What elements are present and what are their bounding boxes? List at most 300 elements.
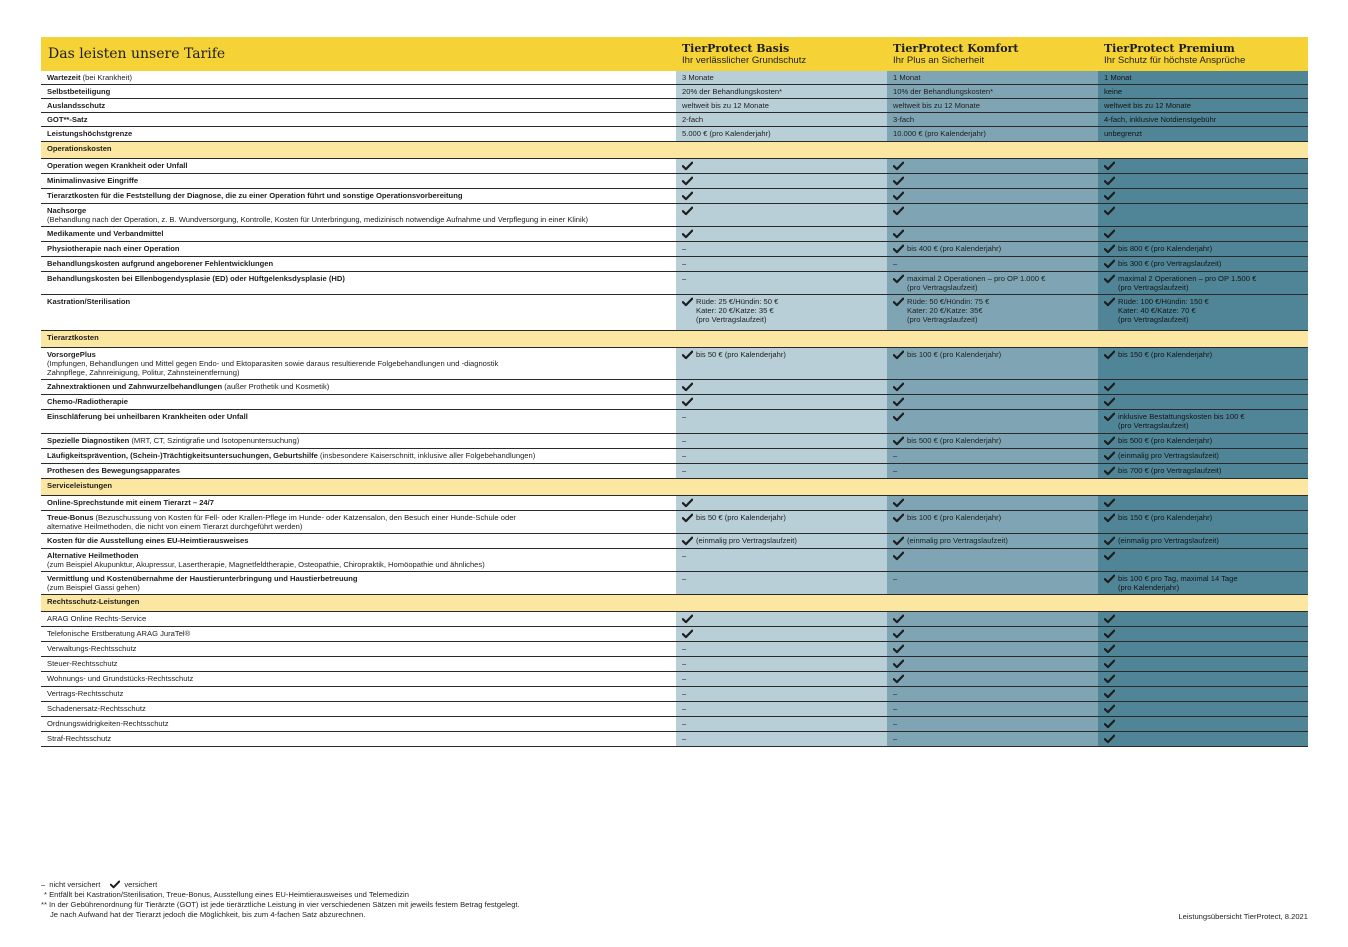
row-label-bold: Operation wegen Krankheit oder Unfall xyxy=(47,160,188,170)
check-icon xyxy=(1104,297,1115,307)
cell-basis xyxy=(676,127,887,141)
cell-komfort xyxy=(887,127,1098,141)
check-icon xyxy=(893,536,904,546)
row-label-bold: Wartezeit xyxy=(47,73,81,82)
table-row xyxy=(41,732,1308,747)
check-icon xyxy=(1104,689,1115,699)
cell-komfort xyxy=(887,271,1098,294)
cell-basis xyxy=(676,395,887,410)
row-label xyxy=(41,173,676,188)
dash-symbol: – xyxy=(682,689,687,699)
table-row xyxy=(41,410,1308,433)
dash-symbol: – xyxy=(682,550,687,560)
row-label xyxy=(41,510,676,533)
cell-value: weltweit bis zu 12 Monate xyxy=(893,101,980,111)
check-icon xyxy=(893,644,904,654)
legend xyxy=(41,880,941,919)
cell-basis xyxy=(676,571,887,594)
check-icon xyxy=(1104,513,1115,523)
cell-komfort xyxy=(887,463,1098,478)
table-row xyxy=(41,241,1308,256)
cell-value: bis 500 € (pro Kalenderjahr) xyxy=(1118,435,1213,445)
cell-basis xyxy=(676,271,887,294)
row-label xyxy=(41,127,676,141)
table-body xyxy=(41,71,1308,747)
dash-symbol: – xyxy=(682,450,687,460)
check-icon xyxy=(893,161,904,171)
cell-basis xyxy=(676,380,887,395)
cell-value: weltweit bis zu 12 Monate xyxy=(1104,101,1191,111)
row-label-text: Straf-Rechtsschutz xyxy=(47,734,112,744)
dash-symbol: – xyxy=(682,573,687,583)
check-icon xyxy=(1104,436,1115,446)
cell-value: 3-fach xyxy=(893,115,915,125)
dash-symbol: – xyxy=(682,674,687,684)
cell-value: 2-fach xyxy=(682,115,704,125)
dash-symbol: – xyxy=(682,644,687,654)
cell-premium xyxy=(1098,410,1308,433)
row-label-text: Telefonische Erstberatung ARAG JuraTel® xyxy=(47,629,191,639)
table-row xyxy=(41,495,1308,510)
row-label-bold: Alternative Heilmethoden xyxy=(47,550,139,560)
cell-value: bis 100 € pro Tag, maximal 14 Tage (pro Kalenderjahr) xyxy=(1118,573,1238,593)
row-label xyxy=(41,433,676,448)
cell-basis xyxy=(676,717,887,732)
cell-komfort xyxy=(887,294,1098,330)
cell-komfort xyxy=(887,395,1098,410)
row-label-detail: (außer Prothetik und Kosmetik) xyxy=(222,382,330,392)
cell-value: bis 150 € (pro Kalenderjahr) xyxy=(1118,512,1213,522)
dash-symbol: – xyxy=(893,465,898,475)
check-icon xyxy=(1104,412,1115,422)
table-row xyxy=(41,672,1308,687)
cell-basis xyxy=(676,533,887,548)
cell-komfort xyxy=(887,702,1098,717)
row-label xyxy=(41,294,676,330)
cell-premium xyxy=(1098,548,1308,571)
check-icon xyxy=(893,382,904,392)
cell-premium xyxy=(1098,85,1308,99)
tariff-name: TierProtect Premium xyxy=(1104,42,1235,55)
cell-premium xyxy=(1098,642,1308,657)
table-row xyxy=(41,99,1308,113)
table-row xyxy=(41,113,1308,127)
cell-komfort xyxy=(887,687,1098,702)
section-title: Rechtsschutz-Leistungen xyxy=(41,595,1308,612)
row-label xyxy=(41,241,676,256)
row-label xyxy=(41,256,676,271)
cell-komfort xyxy=(887,433,1098,448)
cell-basis xyxy=(676,612,887,627)
tariff-comparison-table xyxy=(41,37,1308,747)
check-icon xyxy=(893,436,904,446)
table-row xyxy=(41,642,1308,657)
row-label-bold: GOT**-Satz xyxy=(47,115,88,125)
cell-basis xyxy=(676,687,887,702)
cell-basis xyxy=(676,672,887,687)
tariff-name: TierProtect Komfort xyxy=(893,42,1019,55)
table-row xyxy=(41,173,1308,188)
check-icon xyxy=(682,397,693,407)
cell-basis xyxy=(676,85,887,99)
row-label-bold: Physiotherapie nach einer Operation xyxy=(47,243,180,253)
cell-komfort xyxy=(887,657,1098,672)
cell-premium xyxy=(1098,113,1308,127)
row-label xyxy=(41,226,676,241)
row-label-detail: (MRT, CT, Szintigrafie und Isotopenuntersuchung) xyxy=(129,435,300,445)
cell-value: 20% der Behandlungskosten* xyxy=(682,87,783,97)
table-row xyxy=(41,687,1308,702)
cell-premium xyxy=(1098,702,1308,717)
cell-premium xyxy=(1098,294,1308,330)
cell-value: inklusive Bestattungskosten bis 100 € (pro Vertragslaufzeit) xyxy=(1118,412,1245,431)
cell-komfort xyxy=(887,158,1098,173)
cell-basis xyxy=(676,627,887,642)
check-icon xyxy=(682,176,693,186)
table-row xyxy=(41,256,1308,271)
row-label-subtext: (Impfungen, Behandlungen und Mittel gegen Endo- und Ektoparasiten sowie daraus resultierende Folgebehandlungen und -diagnostik Zahnpflege, Zahnreinigung, Politur, Zahnsteinentfernung) xyxy=(47,359,499,378)
table-row xyxy=(41,85,1308,99)
row-label xyxy=(41,380,676,395)
row-label-bold: Einschläferung bei unheilbaren Krankheiten oder Unfall xyxy=(47,412,248,422)
cell-premium xyxy=(1098,99,1308,113)
row-label-bold: Behandlungskosten bei Ellenbogendysplasie (ED) oder Hüftgelenksdysplasie (HD) xyxy=(47,273,345,283)
cell-value: (einmalig pro Vertragslaufzeit) xyxy=(1118,450,1219,460)
row-label-bold: Kastration/Sterilisation xyxy=(47,296,131,306)
check-icon xyxy=(1104,498,1115,508)
check-icon xyxy=(1104,451,1115,461)
row-label xyxy=(41,548,676,571)
cell-value: bis 800 € (pro Kalenderjahr) xyxy=(1118,243,1213,253)
check-icon xyxy=(1104,704,1115,714)
row-label-bold: Auslandsschutz xyxy=(47,101,106,111)
cell-value: 1 Monat xyxy=(893,73,921,82)
cell-premium xyxy=(1098,158,1308,173)
dash-symbol: – xyxy=(682,659,687,669)
cell-premium xyxy=(1098,71,1308,85)
table-row xyxy=(41,380,1308,395)
footnote-3: Je nach Aufwand hat der Tierarzt jedoch die Möglichkeit, bis zum 4-fachen Satz abzurechnen. xyxy=(50,909,366,919)
cell-premium xyxy=(1098,533,1308,548)
check-icon xyxy=(893,176,904,186)
dash-symbol: – xyxy=(41,880,46,889)
cell-value: 1 Monat xyxy=(1104,73,1132,82)
row-label-subtext: (Behandlung nach der Operation, z. B. Wundversorgung, Kontrolle, Kosten für Unterbringung, medizinisch notwendige Aufnahme und Verpflegung in einer Klinik) xyxy=(47,214,589,224)
check-icon xyxy=(893,551,904,561)
cell-basis xyxy=(676,702,887,717)
cell-basis xyxy=(676,347,887,379)
footnote-1: * Entfällt bei Kastration/Sterilisation, Treue-Bonus, Ausstellung eines EU-Heimtierausweises und Telemedizin xyxy=(44,889,409,899)
check-icon xyxy=(893,659,904,669)
cell-basis xyxy=(676,71,887,85)
row-label xyxy=(41,642,676,657)
check-icon xyxy=(682,536,693,546)
cell-value: (einmalig pro Vertragslaufzeit) xyxy=(696,535,797,545)
check-icon xyxy=(1104,176,1115,186)
cell-basis xyxy=(676,642,887,657)
row-label xyxy=(41,410,676,433)
row-label-detail: (bei Krankheit) xyxy=(80,73,132,82)
check-icon xyxy=(893,274,904,284)
cell-premium xyxy=(1098,203,1308,226)
cell-value: Rüde: 100 €/Hündin: 150 € Kater: 40 €/Katze: 70 € (pro Vertragslaufzeit) xyxy=(1118,296,1209,325)
cell-komfort xyxy=(887,627,1098,642)
dash-symbol: – xyxy=(682,273,687,283)
legend-not-insured: nicht versichert xyxy=(49,880,101,889)
check-icon xyxy=(1104,206,1115,216)
row-label xyxy=(41,612,676,627)
check-icon xyxy=(893,629,904,639)
table-row xyxy=(41,612,1308,627)
check-icon xyxy=(1104,274,1115,284)
cell-komfort xyxy=(887,533,1098,548)
cell-value: weltweit bis zu 12 Monate xyxy=(682,101,769,111)
table-row xyxy=(41,571,1308,594)
cell-komfort xyxy=(887,203,1098,226)
check-icon xyxy=(682,297,693,307)
cell-value: bis 400 € (pro Kalenderjahr) xyxy=(907,243,1002,253)
check-icon xyxy=(682,161,693,171)
check-icon xyxy=(1104,551,1115,561)
row-label xyxy=(41,85,676,99)
cell-basis xyxy=(676,495,887,510)
cell-value: unbegrenzt xyxy=(1104,129,1142,139)
row-label-bold: Online-Sprechstunde mit einem Tierarzt – 24/7 xyxy=(47,497,214,507)
cell-komfort xyxy=(887,241,1098,256)
check-icon xyxy=(893,674,904,684)
cell-premium xyxy=(1098,657,1308,672)
cell-value: bis 100 € (pro Kalenderjahr) xyxy=(907,349,1002,359)
row-label-subtext: (zum Beispiel Akupunktur, Akupressur, Lasertherapie, Magnetfeldtherapie, Osteopathie, Chiropraktik, Homöopathie und ähnliches) xyxy=(47,559,485,569)
check-icon xyxy=(1104,644,1115,654)
dash-symbol: – xyxy=(893,689,898,699)
cell-premium xyxy=(1098,717,1308,732)
table-row xyxy=(41,433,1308,448)
cell-komfort xyxy=(887,71,1098,85)
cell-komfort xyxy=(887,256,1098,271)
row-label-bold: Selbstbeteiligung xyxy=(47,87,111,97)
section-header-row xyxy=(41,330,1308,347)
table-row xyxy=(41,510,1308,533)
cell-value: (einmalig pro Vertragslaufzeit) xyxy=(1118,535,1219,545)
table-row xyxy=(41,548,1308,571)
cell-basis xyxy=(676,433,887,448)
cell-basis xyxy=(676,99,887,113)
row-label xyxy=(41,463,676,478)
legend-symbols xyxy=(41,880,941,890)
table-row xyxy=(41,158,1308,173)
footnote-2: ** In der Gebührenordnung für Tierärzte (GOT) ist jede tierärztliche Leistung in vier verschiedenen Sätzen mit jeweils festem Betrag festgelegt. xyxy=(41,899,520,909)
cell-komfort xyxy=(887,548,1098,571)
cell-komfort xyxy=(887,510,1098,533)
check-icon xyxy=(682,229,693,239)
section-header-row xyxy=(41,595,1308,612)
dash-symbol: – xyxy=(682,704,687,714)
row-label-bold: Behandlungskosten aufgrund angeborener Fehlentwicklungen xyxy=(47,258,274,268)
row-label xyxy=(41,687,676,702)
cell-basis xyxy=(676,448,887,463)
page-title: Das leisten unsere Tarife xyxy=(41,37,676,71)
check-icon xyxy=(893,206,904,216)
cell-komfort xyxy=(887,347,1098,379)
cell-komfort xyxy=(887,642,1098,657)
dash-symbol: – xyxy=(682,719,687,729)
cell-value: 10% der Behandlungskosten* xyxy=(893,87,994,97)
cell-value: bis 150 € (pro Kalenderjahr) xyxy=(1118,349,1213,359)
cell-basis xyxy=(676,188,887,203)
cell-premium xyxy=(1098,463,1308,478)
cell-basis xyxy=(676,294,887,330)
cell-premium xyxy=(1098,127,1308,141)
cell-komfort xyxy=(887,448,1098,463)
cell-premium xyxy=(1098,571,1308,594)
check-icon xyxy=(1104,191,1115,201)
row-label xyxy=(41,495,676,510)
cell-premium xyxy=(1098,627,1308,642)
row-label-bold: Kosten für die Ausstellung eines EU-Heimtierausweises xyxy=(47,535,249,545)
row-label xyxy=(41,395,676,410)
row-label-text: Ordnungswidrigkeiten-Rechtsschutz xyxy=(47,719,169,729)
row-label-bold: Chemo-/Radiotherapie xyxy=(47,397,129,407)
cell-basis xyxy=(676,226,887,241)
dash-symbol: – xyxy=(682,258,687,268)
cell-premium xyxy=(1098,732,1308,747)
row-label-bold: VorsorgePlus xyxy=(47,349,96,359)
row-label-text: Verwaltungs-Rechtsschutz xyxy=(47,644,137,654)
row-label xyxy=(41,627,676,642)
check-icon xyxy=(1104,719,1115,729)
check-icon xyxy=(682,498,693,508)
cell-premium xyxy=(1098,672,1308,687)
cell-komfort xyxy=(887,188,1098,203)
cell-basis xyxy=(676,256,887,271)
check-icon xyxy=(1104,466,1115,476)
row-label-text: Schadenersatz-Rechtsschutz xyxy=(47,704,146,714)
table-row xyxy=(41,347,1308,379)
row-label-bold: Leistungshöchstgrenze xyxy=(47,129,133,139)
row-label xyxy=(41,271,676,294)
cell-komfort xyxy=(887,495,1098,510)
cell-basis xyxy=(676,548,887,571)
check-icon xyxy=(1104,659,1115,669)
row-label-bold: Minimalinvasive Eingriffe xyxy=(47,175,139,185)
cell-premium xyxy=(1098,433,1308,448)
check-icon xyxy=(682,629,693,639)
table-header-row xyxy=(41,37,1308,71)
cell-basis xyxy=(676,510,887,533)
row-label-text: ARAG Online Rechts-Service xyxy=(47,614,147,624)
cell-value: bis 300 € (pro Vertragslaufzeit) xyxy=(1118,258,1222,268)
tariff-subtitle: Ihr verlässlicher Grundschutz xyxy=(682,55,807,67)
tariff-table-wrapper xyxy=(41,37,1308,747)
row-label-bold: Läufigkeitsprävention, (Schein-)Trächtigkeitsuntersuchungen, Geburtshilfe xyxy=(47,450,318,460)
check-icon xyxy=(1104,734,1115,744)
cell-value: Rüde: 50 €/Hündin: 75 € Kater: 20 €/Katze: 35€ (pro Vertragslaufzeit) xyxy=(907,296,990,325)
check-icon xyxy=(893,191,904,201)
cell-value: 10.000 € (pro Kalenderjahr) xyxy=(893,129,986,139)
row-label-bold: Treue-Bonus xyxy=(47,512,94,522)
row-label xyxy=(41,188,676,203)
cell-premium xyxy=(1098,687,1308,702)
table-row xyxy=(41,395,1308,410)
table-row xyxy=(41,71,1308,85)
check-icon xyxy=(893,229,904,239)
cell-basis xyxy=(676,173,887,188)
dash-symbol: – xyxy=(893,704,898,714)
dash-symbol: – xyxy=(682,243,687,253)
row-label-detail: (Bezuschussung von Kosten für Fell- oder Krallen-Pflege im Hunde- oder Katzensalon, den Besuch einer Hunde-Schule oder alternative Heilmethoden, die nicht von einem Tierarzt durchgeführt werden) xyxy=(47,512,516,531)
cell-premium xyxy=(1098,188,1308,203)
tariff-header-premium xyxy=(1098,37,1308,71)
dash-symbol: – xyxy=(682,734,687,744)
check-icon xyxy=(1104,536,1115,546)
row-label xyxy=(41,571,676,594)
row-label xyxy=(41,71,676,85)
legend-insured: versichert xyxy=(124,880,158,889)
check-icon xyxy=(682,614,693,624)
cell-value: (einmalig pro Vertragslaufzeit) xyxy=(907,535,1008,545)
row-label xyxy=(41,657,676,672)
dash-symbol: – xyxy=(893,734,898,744)
cell-premium xyxy=(1098,173,1308,188)
check-icon xyxy=(1104,397,1115,407)
cell-komfort xyxy=(887,732,1098,747)
check-icon xyxy=(1104,229,1115,239)
row-label xyxy=(41,347,676,379)
check-icon xyxy=(893,297,904,307)
tariff-header-basis xyxy=(676,37,887,71)
cell-value: bis 700 € (pro Vertragslaufzeit) xyxy=(1118,465,1222,475)
check-icon xyxy=(682,191,693,201)
cell-komfort xyxy=(887,113,1098,127)
row-label-detail: (insbesondere Kaiserschnitt, inklusive aller Folgebehandlungen) xyxy=(317,450,536,460)
cell-komfort xyxy=(887,410,1098,433)
table-row xyxy=(41,226,1308,241)
section-header-row xyxy=(41,141,1308,158)
cell-premium xyxy=(1098,226,1308,241)
table-row xyxy=(41,627,1308,642)
check-icon xyxy=(682,382,693,392)
check-icon xyxy=(1104,350,1115,360)
cell-value: maximal 2 Operationen – pro OP 1.000 € (pro Vertragslaufzeit) xyxy=(907,273,1046,292)
check-icon xyxy=(893,498,904,508)
table-row xyxy=(41,702,1308,717)
row-label xyxy=(41,702,676,717)
dash-symbol: – xyxy=(682,465,687,475)
table-row xyxy=(41,271,1308,294)
row-label-bold: Spezielle Diagnostiken xyxy=(47,435,130,445)
cell-premium xyxy=(1098,448,1308,463)
section-title: Operationskosten xyxy=(41,141,1308,158)
row-label-subtext: (zum Beispiel Gassi gehen) xyxy=(47,583,140,593)
cell-value: 4-fach, inklusive Notdienstgebühr xyxy=(1104,115,1217,125)
dash-symbol: – xyxy=(682,435,687,445)
check-icon xyxy=(1104,674,1115,684)
cell-premium xyxy=(1098,612,1308,627)
check-icon xyxy=(682,206,693,216)
row-label-text: Steuer-Rechtsschutz xyxy=(47,659,118,669)
table-row xyxy=(41,717,1308,732)
check-icon xyxy=(110,880,120,889)
cell-komfort xyxy=(887,717,1098,732)
cell-komfort xyxy=(887,99,1098,113)
dash-symbol: – xyxy=(893,258,898,268)
check-icon xyxy=(1104,629,1115,639)
row-label xyxy=(41,533,676,548)
tariff-header-komfort xyxy=(887,37,1098,71)
row-label-bold: Medikamente und Verbandmittel xyxy=(47,228,164,238)
check-icon xyxy=(893,244,904,254)
